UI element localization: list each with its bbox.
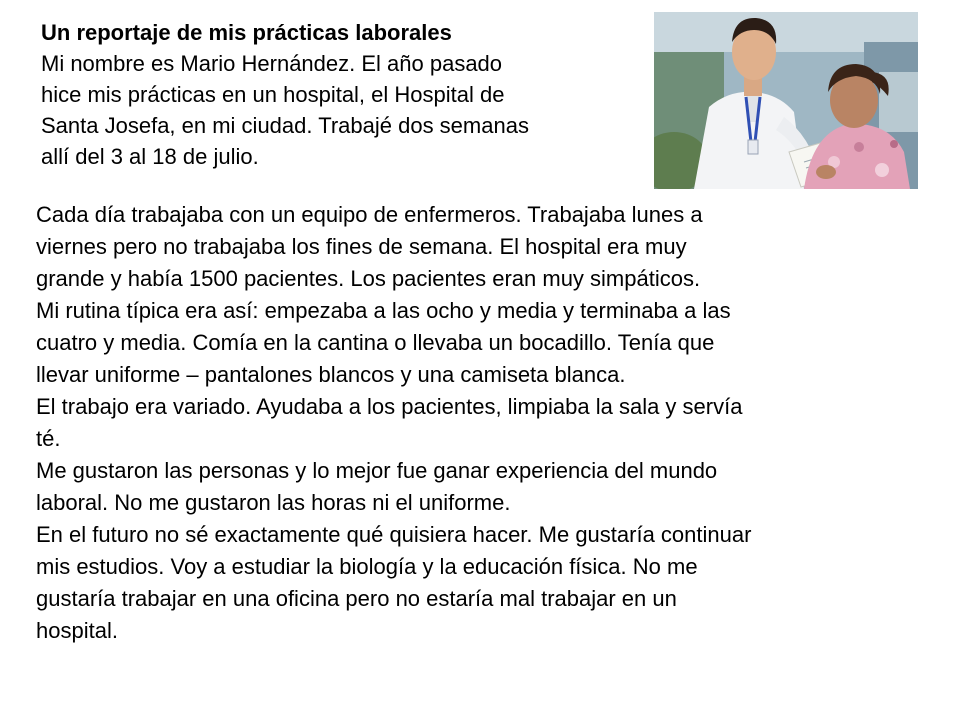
body-line: té. xyxy=(36,426,61,451)
body-line: Mi rutina típica era así: empezaba a las ocho y media y terminaba a las xyxy=(36,298,731,323)
page-title: Un reportaje de mis prácticas laborales xyxy=(41,20,452,45)
body-line: hospital. xyxy=(36,618,118,643)
intro-line: Mi nombre es Mario Hernández. El año pasado xyxy=(41,51,503,76)
body-line: Cada día trabajaba con un equipo de enfermeros. Trabajaba lunes a xyxy=(36,202,703,227)
body-line: gustaría trabajar en una oficina pero no estaría mal trabajar en un xyxy=(36,586,677,611)
body-line: laboral. No me gustaron las horas ni el uniforme. xyxy=(36,490,511,515)
intro-line: hice mis prácticas en un hospital, el Hospital de xyxy=(41,82,505,107)
intro-line: allí del 3 al 18 de julio. xyxy=(41,144,259,169)
body-line: mis estudios. Voy a estudiar la biología y la educación física. No me xyxy=(36,554,698,579)
report-body xyxy=(36,199,936,647)
body-line: grande y había 1500 pacientes. Los pacientes eran muy simpáticos. xyxy=(36,266,701,291)
body-line: llevar uniforme – pantalones blancos y una camiseta blanca. xyxy=(36,362,626,387)
body-line: cuatro y media. Comía en la cantina o llevaba un bocadillo. Tenía que xyxy=(36,330,715,355)
body-line: En el futuro no sé exactamente qué quisiera hacer. Me gustaría continuar xyxy=(36,522,752,547)
hospital-photo xyxy=(654,12,918,189)
body-line: Me gustaron las personas y lo mejor fue ganar experiencia del mundo xyxy=(36,458,718,483)
body-line: viernes pero no trabajaba los fines de semana. El hospital era muy xyxy=(36,234,687,259)
intro-line: Santa Josefa, en mi ciudad. Trabajé dos semanas xyxy=(41,113,529,138)
intro-block xyxy=(41,17,641,172)
body-line: El trabajo era variado. Ayudaba a los pacientes, limpiaba la sala y servía xyxy=(36,394,743,419)
